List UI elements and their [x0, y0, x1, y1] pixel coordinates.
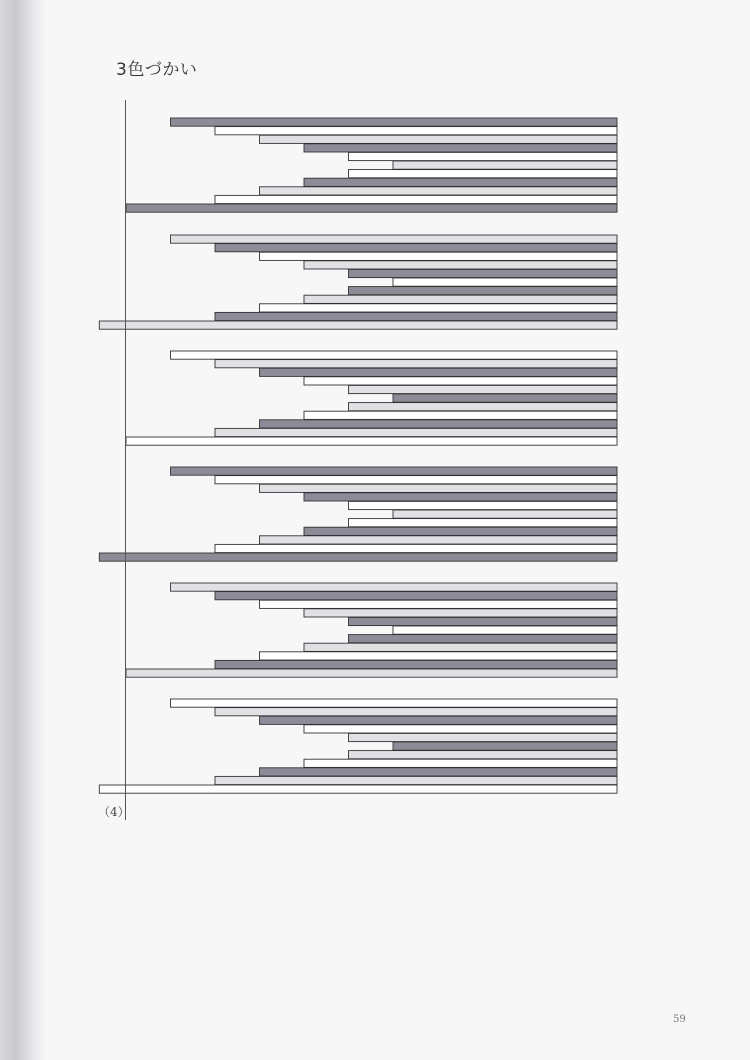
stripe-bar-white [349, 501, 618, 509]
stripe-bar-light [349, 403, 618, 411]
stripe-bar-dark [349, 635, 618, 643]
stripe-bar-light [304, 643, 617, 651]
stripe-bar-dark [304, 144, 617, 152]
stripe-bar-white [304, 377, 617, 385]
stripe-bar-white [304, 759, 617, 767]
stripe-bar-white [304, 411, 617, 419]
stripe-bar-light [215, 360, 617, 368]
stripe-bar-white [260, 304, 618, 312]
stripe-bar-dark [349, 617, 618, 625]
stripe-bar-dark [126, 204, 617, 212]
stripe-bar-white [171, 699, 618, 707]
stripe-bar-white [260, 252, 618, 260]
stripe-bar-dark [304, 527, 617, 535]
stripe-bar-light [304, 261, 617, 269]
stripe-bar-white [99, 785, 617, 793]
stripe-bar-dark [215, 244, 617, 252]
stripe-bar-white [215, 195, 617, 203]
stripe-bar-dark [304, 178, 617, 186]
stripe-bar-light [349, 733, 618, 741]
stripe-bar-light [393, 510, 617, 518]
figure-label: （4） [98, 805, 130, 819]
stripe-bar-dark [215, 592, 617, 600]
stripe-bar-dark [349, 269, 618, 277]
stripe-bar-dark [260, 368, 618, 376]
stripe-bar-light [349, 385, 618, 393]
stripe-bar-dark [171, 118, 618, 126]
stripe-bar-dark [171, 467, 618, 475]
page-title: 3色づかい [116, 60, 198, 80]
stripe-bar-white [171, 351, 618, 359]
stripe-bar-light [260, 135, 618, 143]
stripe-bar-dark [349, 287, 618, 295]
stripe-bar-light [304, 295, 617, 303]
stripe-bar-dark [215, 312, 617, 320]
stripe-bar-white [349, 170, 618, 178]
stripe-bar-dark [260, 420, 618, 428]
stripe-bar-light [349, 751, 618, 759]
stripe-bar-white [304, 725, 617, 733]
stripe-bar-light [215, 776, 617, 784]
stripe-bar-white [126, 437, 617, 445]
stripe-bar-white [260, 600, 618, 608]
stripe-bar-white [215, 544, 617, 552]
page-number: 59 [673, 1014, 686, 1025]
stripe-bar-dark [260, 768, 618, 776]
stripe-bar-light [171, 583, 618, 591]
stripe-bar-white [393, 626, 617, 634]
stripe-bar-white [215, 476, 617, 484]
stripe-bar-dark [99, 553, 617, 561]
stripe-bar-light [304, 609, 617, 617]
stripe-bar-white [349, 152, 618, 160]
stripe-bar-light [215, 708, 617, 716]
vertical-guide-line [125, 100, 126, 820]
stripe-bar-dark [260, 716, 618, 724]
stripe-bar-light [99, 321, 617, 329]
stripe-bar-light [215, 428, 617, 436]
stripe-bar-light [260, 536, 618, 544]
stripe-bar-light [171, 235, 618, 243]
stripe-bar-white [393, 278, 617, 286]
stripe-bar-dark [304, 493, 617, 501]
stripe-bar-light [126, 669, 617, 677]
stripe-bar-light [260, 187, 618, 195]
stripe-bar-dark [393, 394, 617, 402]
stripe-bar-dark [215, 660, 617, 668]
stripe-bar-light [393, 161, 617, 169]
stripe-bar-white [349, 519, 618, 527]
stripe-bar-light [260, 484, 618, 492]
stripe-bar-dark [393, 742, 617, 750]
stripe-bar-white [260, 652, 618, 660]
stripe-bar-white [215, 127, 617, 135]
